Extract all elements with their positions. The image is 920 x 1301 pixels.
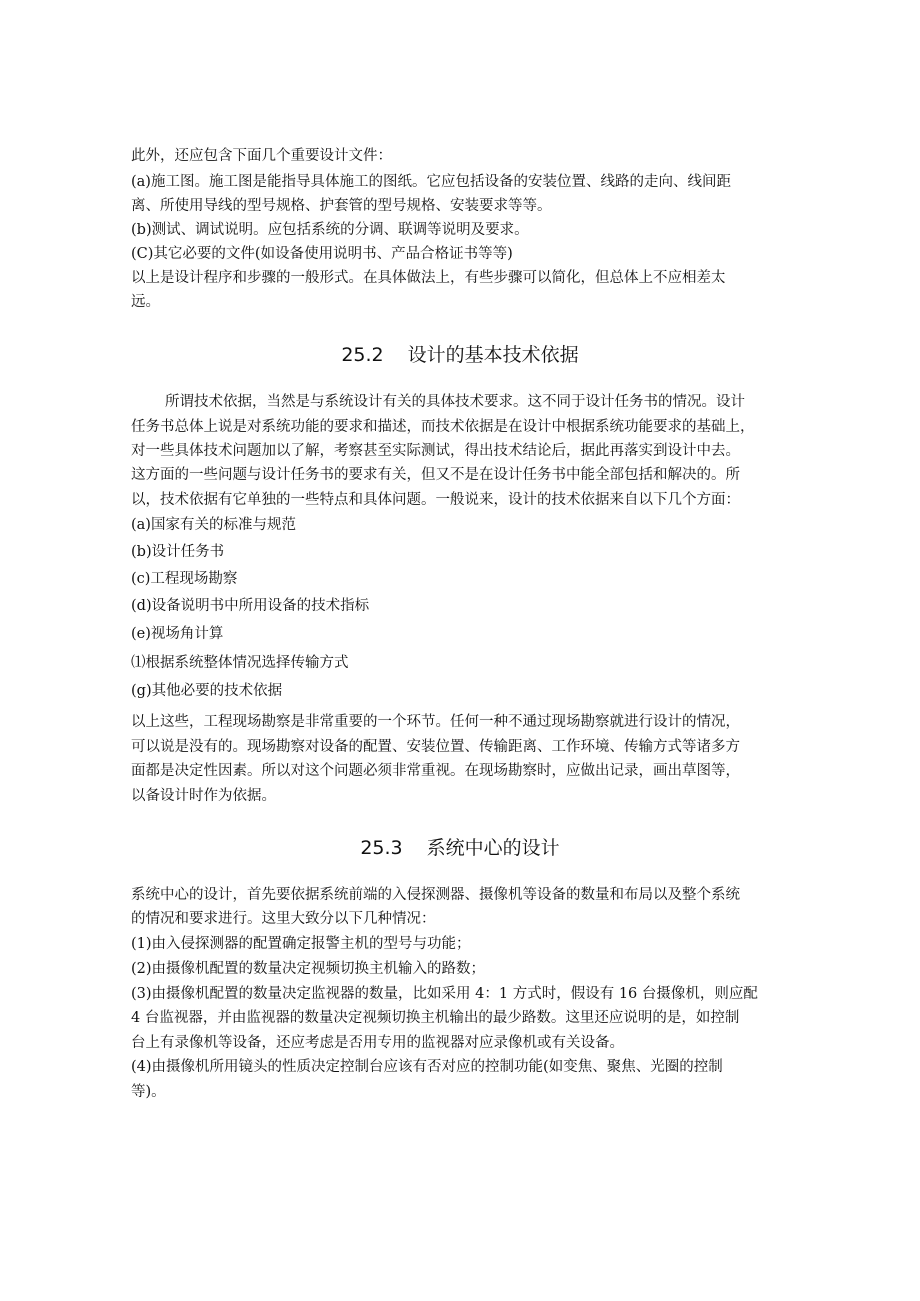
text-line: 以上这些，工程现场勘察是非常重要的一个环节。任何一种不通过现场勘察就进行设计的情况， <box>131 714 740 730</box>
text-line: 这方面的一些问题与设计任务书的要求有关，但又不是在设计任务书中能全部包括和解决的。所 <box>131 467 740 483</box>
text-line: (C)其它必要的文件(如设备使用说明书、产品合格证书等等) <box>131 246 513 262</box>
list-item: (c)工程现场勘察 <box>131 571 238 587</box>
text-line: 所谓技术依据，当然是与系统设计有关的具体技术要求。这不同于设计任务书的情况。设计 <box>165 394 745 410</box>
list-item: ⑴根据系统整体情况选择传输方式 <box>131 655 349 671</box>
section-title: 系统中心的设计 <box>426 837 560 859</box>
section-heading <box>0 342 920 368</box>
text-line: 以上是设计程序和步骤的一般形式。在具体做法上，有些步骤可以简化，但总体上不应相差太 <box>131 270 726 286</box>
text-line: 对一些具体技术问题加以了解，考察甚至实际测试，得出技术结论后，据此再落实到设计中去。 <box>131 443 740 459</box>
text-line: 的情况和要求进行。这里大致分以下几种情况： <box>131 911 436 927</box>
text-line: 远。 <box>131 294 160 310</box>
text-line: 4 台监视器，并由监视器的数量决定视频切换主机输出的最少路数。这里还应说明的是，如控制 <box>131 1010 740 1026</box>
list-item: (e)视场角计算 <box>131 626 224 642</box>
list-item: (g)其他必要的技术依据 <box>131 683 283 699</box>
list-item: (4)由摄像机所用镜头的性质决定控制台应该有否对应的控制功能(如变焦、聚焦、光圈的控制 <box>131 1059 723 1075</box>
text-line: 等)。 <box>131 1084 166 1100</box>
text-line: 以，技术依据有它单独的一些特点和具体问题。一般说来，设计的技术依据来自以下几个方面： <box>131 492 740 508</box>
text-line: (a)施工图。施工图是能指导具体施工的图纸。它应包括设备的安装位置、线路的走向、线间距 <box>131 174 731 190</box>
section-number: 25.3 <box>360 837 403 859</box>
list-item: (1)由入侵探测器的配置确定报警主机的型号与功能； <box>131 936 471 952</box>
section-number: 25.2 <box>341 344 384 366</box>
text-line: 以备设计时作为依据。 <box>131 788 276 804</box>
text-line: 离、所使用导线的型号规格、护套管的型号规格、安装要求等等。 <box>131 198 552 214</box>
text-line: 系统中心的设计，首先要依据系统前端的入侵探测器、摄像机等设备的数量和布局以及整个系统 <box>131 887 740 903</box>
text-line: 面都是决定性因素。所以对这个问题必须非常重视。在现场勘察时，应做出记录，画出草图等， <box>131 763 740 779</box>
text-line: 此外，还应包含下面几个重要设计文件： <box>131 148 392 164</box>
list-item: (d)设备说明书中所用设备的技术指标 <box>131 598 370 614</box>
list-item: (b)设计任务书 <box>131 544 225 560</box>
list-item: (2)由摄像机配置的数量决定视频切换主机输入的路数； <box>131 961 486 977</box>
text-line: 可以说是没有的。现场勘察对设备的配置、安装位置、传输距离、工作环境、传输方式等诸多方 <box>131 739 740 755</box>
list-item: (a)国家有关的标准与规范 <box>131 517 296 533</box>
section-heading <box>0 835 920 861</box>
text-line: (b)测试、调试说明。应包括系统的分调、联调等说明及要求。 <box>131 222 529 238</box>
section-title: 设计的基本技术依据 <box>407 344 579 366</box>
text-line: 台上有录像机等设备，还应考虑是否用专用的监视器对应录像机或有关设备。 <box>131 1035 624 1051</box>
text-line: 任务书总体上说是对系统功能的要求和描述，而技术依据是在设计中根据系统功能要求的基础上， <box>131 419 755 435</box>
list-item: (3)由摄像机配置的数量决定监视器的数量，比如采用 4：1 方式时，假设有 16 台摄像机，则应配 <box>131 986 758 1002</box>
